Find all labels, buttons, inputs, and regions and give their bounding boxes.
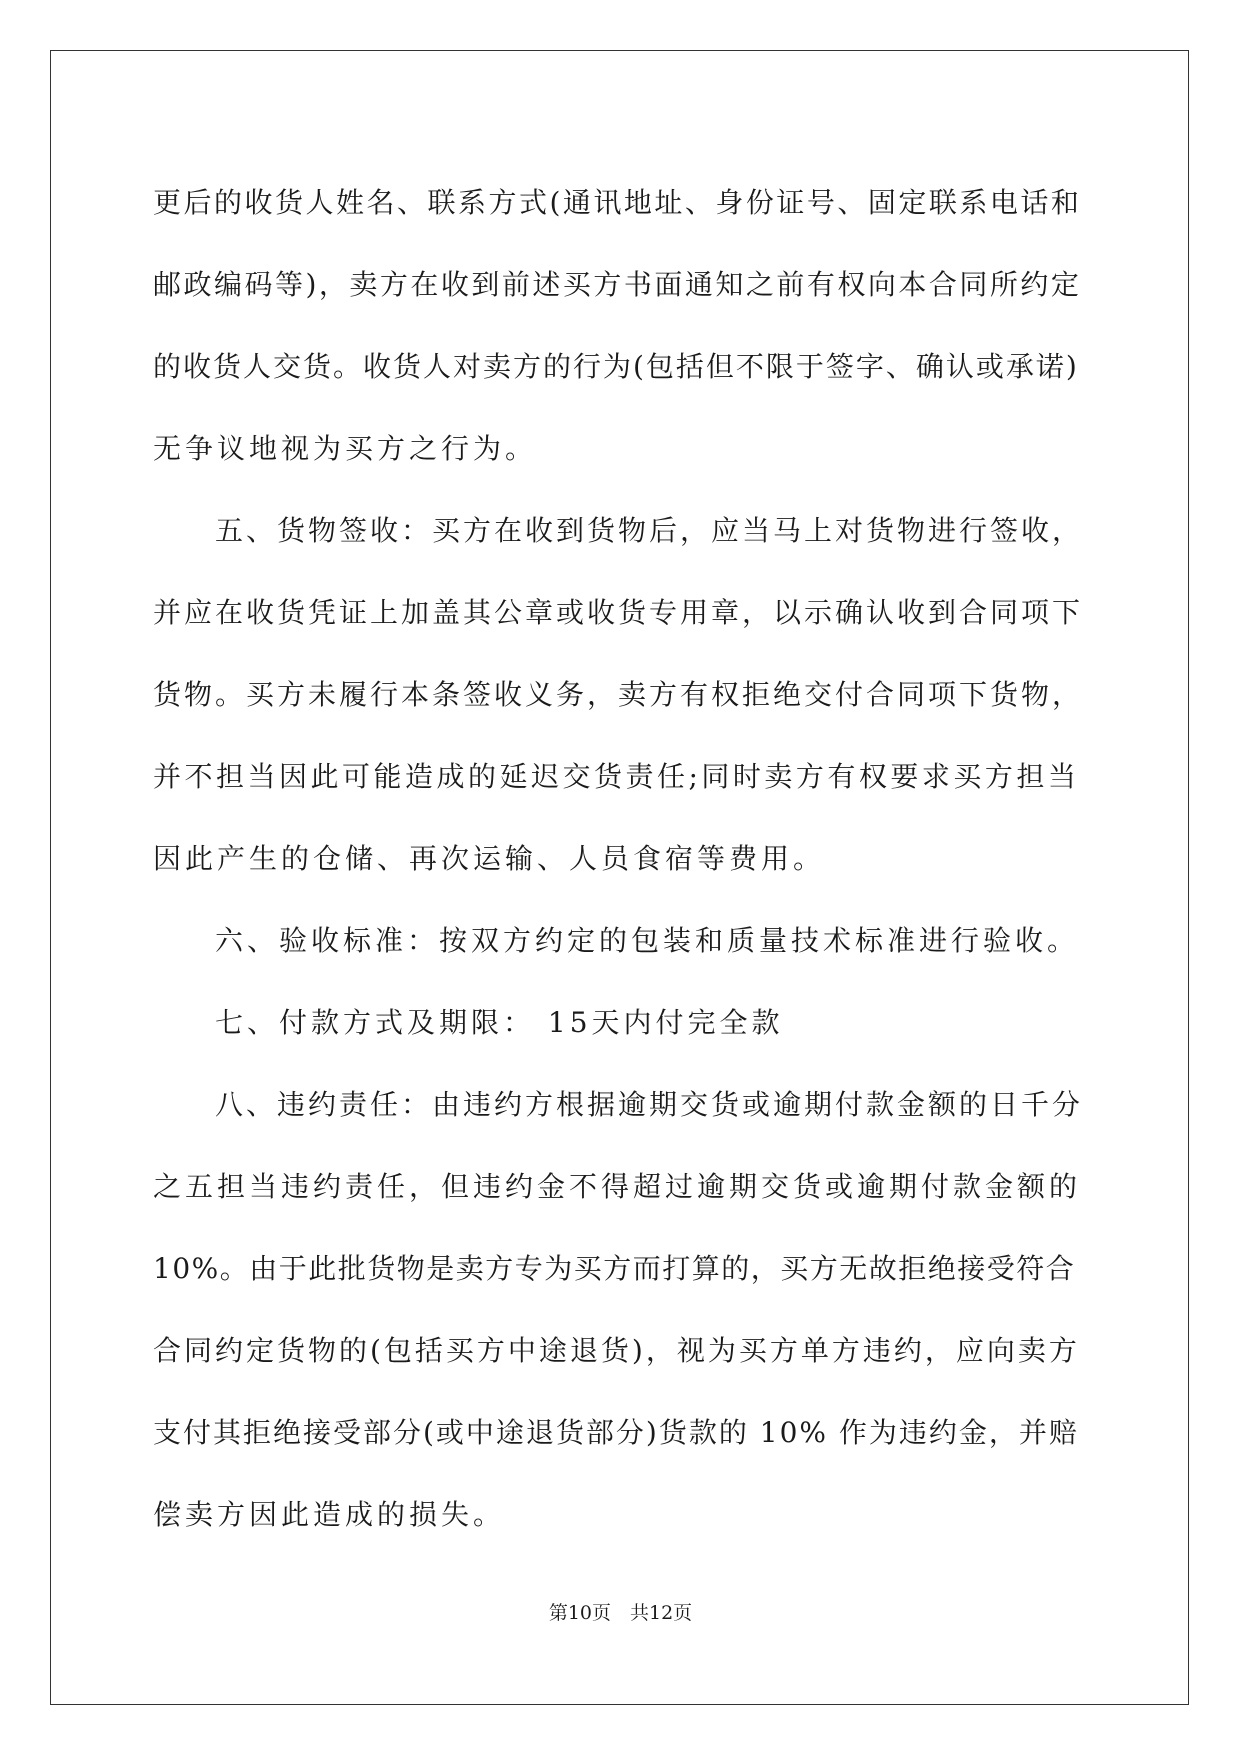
text-line: 并不担当因此可能造成的延迟交货责任;同时卖方有权要求买方担当 <box>153 760 1080 793</box>
text-line: 并应在收货凭证上加盖其公章或收货专用章，以示确认收到合同项下 <box>153 596 1084 629</box>
document-body <box>153 162 1083 1556</box>
text-line: 因此产生的仓储、再次运输、人员食宿等费用。 <box>153 842 826 875</box>
text-line: 的收货人交货。收货人对卖方的行为(包括但不限于签字、确认或承诺) <box>153 350 1079 383</box>
page-number-footer: 第10页 共12页 <box>548 1602 693 1624</box>
text-line: 之五担当违约责任，但违约金不得超过逾期交货或逾期付款金额的 <box>153 1170 1082 1203</box>
clause-7-line: 七、付款方式及期限： 15天内付完全款 <box>215 1006 784 1039</box>
text-line: 10%。由于此批货物是卖方专为买方而打算的，买方无故拒绝接受符合 <box>153 1252 1076 1285</box>
text-line: 偿卖方因此造成的损失。 <box>153 1498 506 1531</box>
clause-8-heading-line: 八、违约责任：由违约方根据逾期交货或逾期付款金额的日千分 <box>215 1088 1084 1121</box>
text-line: 无争议地视为买方之行为。 <box>153 432 538 465</box>
text-line: 邮政编码等)，卖方在收到前述买方书面通知之前有权向本合同所约定 <box>153 268 1082 301</box>
text-line: 支付其拒绝接受部分(或中途退货部分)货款的 10% 作为违约金，并赔 <box>153 1416 1079 1449</box>
text-line: 更后的收货人姓名、联系方式(通讯地址、身份证号、固定联系电话和 <box>153 186 1082 219</box>
text-line: 合同约定货物的(包括买方中途退货)，视为买方单方违约，应向卖方 <box>153 1334 1080 1367</box>
clause-5-heading-line: 五、货物签收：买方在收到货物后，应当马上对货物进行签收， <box>215 514 1084 547</box>
clause-6-line: 六、验收标准：按双方约定的包装和质量技术标准进行验收。 <box>215 924 1080 957</box>
text-line: 货物。买方未履行本条签收义务，卖方有权拒绝交付合同项下货物， <box>153 678 1084 711</box>
